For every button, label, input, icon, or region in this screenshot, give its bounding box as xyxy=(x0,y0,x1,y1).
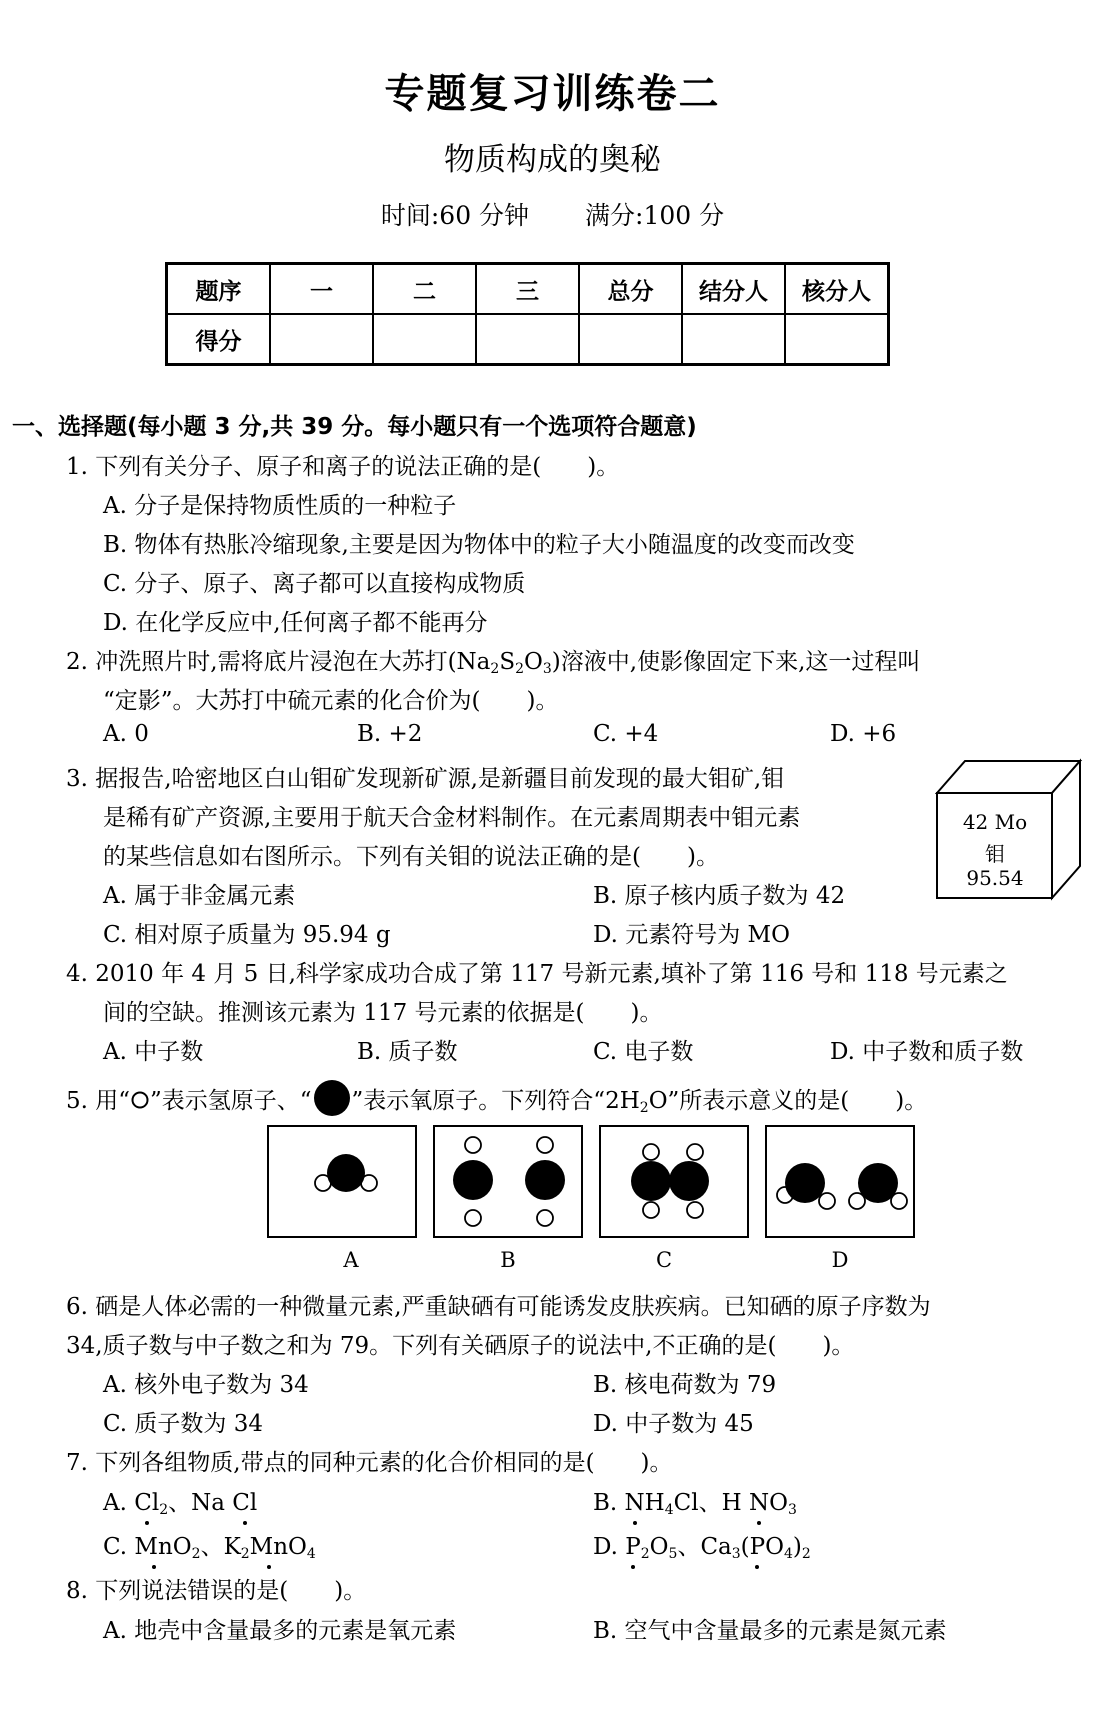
score-table-cell: 二 xyxy=(373,264,476,315)
question-1-stem: 1. 下列有关分子、原子和离子的说法正确的是( )。 xyxy=(66,454,620,480)
dotted-element: P xyxy=(749,1534,766,1560)
question-6-stem-line1: 6. 硒是人体必需的一种微量元素,严重缺硒有可能诱发皮肤疾病。已知硒的原子序数为 xyxy=(66,1294,931,1320)
q5-text: ”表示氢原子、“ xyxy=(150,1088,312,1114)
exam-info xyxy=(0,196,1105,232)
score-entry-cell[interactable] xyxy=(373,314,476,365)
q2-na: Na xyxy=(456,649,491,675)
question-4-option-b: B. 质子数 xyxy=(357,1039,458,1065)
molecule-label-d: D xyxy=(831,1248,849,1272)
question-6-option-d: D. 中子数为 45 xyxy=(593,1411,754,1437)
subscript: 4 xyxy=(306,1546,316,1562)
question-1-option-d: D. 在化学反应中,任何离子都不能再分 xyxy=(103,610,488,636)
question-3-option-a: A. 属于非金属元素 xyxy=(103,883,296,909)
question-2-option-b: B. +2 xyxy=(357,721,423,747)
question-5-stem xyxy=(66,1078,927,1118)
molecule-label-b: B xyxy=(500,1248,516,1272)
option-text: H xyxy=(644,1490,665,1516)
subscript: 2 xyxy=(159,1502,169,1518)
question-2-option-a: A. 0 xyxy=(103,721,149,747)
subscript: 2 xyxy=(801,1546,811,1562)
q5-text: ”表示氧原子。下列符合“2H xyxy=(351,1088,640,1114)
question-2-option-d: D. +6 xyxy=(830,721,897,747)
subscript: 3 xyxy=(787,1502,797,1518)
question-1-option-b: B. 物体有热胀冷缩现象,主要是因为物体中的粒子大小随温度的改变而改变 xyxy=(103,532,855,558)
question-3-option-b: B. 原子核内质子数为 42 xyxy=(593,883,846,909)
option-prefix: A. xyxy=(103,1490,135,1516)
subscript: 3 xyxy=(731,1546,741,1562)
dotted-element: P xyxy=(625,1534,641,1560)
subscript: 4 xyxy=(664,1502,674,1518)
dotted-element: Mn xyxy=(134,1534,173,1560)
question-6-stem-line2: 34,质子数与中子数之和为 79。下列有关硒原子的说法中,不正确的是( )。 xyxy=(66,1333,855,1359)
score-table-cell: 结分人 xyxy=(682,264,785,315)
question-6-option-b: B. 核电荷数为 79 xyxy=(593,1372,777,1398)
section-heading: 一、选择题(每小题 3 分,共 39 分。每小题只有一个选项符合题意) xyxy=(12,414,697,440)
question-2-stem xyxy=(66,643,920,677)
question-4-stem-line1: 4. 2010 年 4 月 5 日,科学家成功合成了第 117 号新元素,填补了第 116 号和 118 号元素之 xyxy=(66,961,1008,987)
option-text: 、K xyxy=(200,1534,241,1560)
score-table-cell: 三 xyxy=(476,264,579,315)
element-mass: 95.54 xyxy=(966,866,1024,890)
question-8-option-a: A. 地壳中含量最多的元素是氧元素 xyxy=(103,1618,457,1644)
question-4-option-a: A. 中子数 xyxy=(103,1039,204,1065)
question-2-option-c: C. +4 xyxy=(593,721,659,747)
q2-text-a: 2. 冲洗照片时,需将底片浸泡在大苏打( xyxy=(66,649,457,675)
page-subtitle: 物质构成的奥秘 xyxy=(444,142,661,178)
dotted-element: N xyxy=(748,1490,770,1516)
subscript: 2 xyxy=(240,1546,250,1562)
q2-s: S xyxy=(499,649,516,675)
score-entry-cell[interactable] xyxy=(682,314,785,365)
option-text: 、Ca xyxy=(677,1534,732,1560)
question-4-option-c: C. 电子数 xyxy=(593,1039,694,1065)
time-limit: 时间:60 分钟 xyxy=(380,201,530,230)
q5-sub: 2 xyxy=(639,1100,649,1116)
option-prefix: C. xyxy=(103,1534,135,1560)
score-table-score-row xyxy=(167,314,889,365)
score-table-cell: 总分 xyxy=(579,264,682,315)
molecule-label-c: C xyxy=(655,1248,673,1272)
oxygen-atom-icon xyxy=(312,1078,352,1118)
dotted-element: Mn xyxy=(249,1534,289,1560)
subscript: 5 xyxy=(668,1546,678,1562)
question-7-stem: 7. 下列各组物质,带点的同种元素的化合价相同的是( )。 xyxy=(66,1450,673,1476)
question-3-stem-line3: 的某些信息如右图所示。下列有关钼的说法正确的是( )。 xyxy=(103,844,719,870)
dotted-element: Cl xyxy=(134,1490,160,1516)
full-score: 满分:100 分 xyxy=(585,201,725,230)
q5-text: O”所表示意义的是( )。 xyxy=(648,1088,928,1114)
question-8-option-b: B. 空气中含量最多的元素是氮元素 xyxy=(593,1618,947,1644)
question-7-option-c xyxy=(103,1528,316,1562)
question-6-option-c: C. 质子数为 34 xyxy=(103,1411,263,1437)
score-table-cell: 得分 xyxy=(167,314,271,365)
score-table-header-row xyxy=(167,264,889,315)
molecule-option-c-diagram xyxy=(599,1125,749,1238)
question-7-option-a xyxy=(103,1484,257,1518)
molecule-label-a: A xyxy=(343,1248,359,1272)
question-6-option-a: A. 核外电子数为 34 xyxy=(103,1372,309,1398)
q2-text-b: )溶液中,使影像固定下来,这一过程叫 xyxy=(551,649,921,675)
score-entry-cell[interactable] xyxy=(476,314,579,365)
question-3-option-c: C. 相对原子质量为 95.94 g xyxy=(103,922,391,948)
option-text: ) xyxy=(792,1534,802,1560)
molecule-option-a-diagram xyxy=(267,1125,417,1238)
option-text: Cl、H xyxy=(673,1490,749,1516)
hydrogen-atom-icon xyxy=(130,1090,150,1110)
question-7-option-d xyxy=(593,1528,811,1562)
q2-sub: 2 xyxy=(515,661,524,677)
question-4-option-d: D. 中子数和质子数 xyxy=(830,1039,1024,1065)
score-table-cell: 一 xyxy=(270,264,373,315)
score-table-cell: 题序 xyxy=(167,264,271,315)
question-2-stem-line2: “定影”。大苏打中硫元素的化合价为( )。 xyxy=(103,688,559,714)
subscript: 2 xyxy=(191,1546,201,1562)
element-name: 钼 xyxy=(985,842,1005,866)
score-entry-cell[interactable] xyxy=(270,314,373,365)
dotted-element: N xyxy=(624,1490,645,1516)
question-4-stem-line2: 间的空缺。推测该元素为 117 号元素的依据是( )。 xyxy=(103,1000,663,1026)
question-3-option-d: D. 元素符号为 MO xyxy=(593,922,790,948)
question-1-option-a: A. 分子是保持物质性质的一种粒子 xyxy=(103,493,457,519)
question-3-stem-line1: 3. 据报告,哈密地区白山钼矿发现新矿源,是新疆目前发现的最大钼矿,钼 xyxy=(66,766,785,792)
element-card-molybdenum xyxy=(935,758,1085,903)
option-text: 、Na xyxy=(168,1490,233,1516)
option-prefix: B. xyxy=(593,1490,625,1516)
subscript: 2 xyxy=(640,1546,650,1562)
q5-text: 5. 用“ xyxy=(66,1088,131,1114)
option-text: O xyxy=(649,1534,669,1560)
option-prefix: D. xyxy=(593,1534,626,1560)
q2-o: O xyxy=(524,649,543,675)
q2-sub: 2 xyxy=(490,661,500,677)
molecule-option-d-diagram xyxy=(765,1125,915,1238)
option-text: ( xyxy=(740,1534,750,1560)
option-text: O xyxy=(288,1534,307,1560)
score-entry-cell[interactable] xyxy=(579,314,682,365)
dotted-element: Cl xyxy=(232,1490,258,1516)
page-title: 专题复习训练卷二 xyxy=(384,71,721,117)
molecule-option-b-diagram xyxy=(433,1125,583,1238)
element-number-symbol: 42 Mo xyxy=(962,810,1028,834)
option-text: O xyxy=(769,1490,788,1516)
question-1-option-c: C. 分子、原子、离子都可以直接构成物质 xyxy=(103,571,526,597)
q2-sub: 3 xyxy=(542,661,552,677)
question-8-stem: 8. 下列说法错误的是( )。 xyxy=(66,1578,367,1604)
score-table-cell: 核分人 xyxy=(785,264,889,315)
subscript: 4 xyxy=(784,1546,793,1562)
question-3-stem-line2: 是稀有矿产资源,主要用于航天合金材料制作。在元素周期表中钼元素 xyxy=(103,805,801,831)
score-table xyxy=(165,262,890,366)
question-7-option-b xyxy=(593,1484,797,1518)
option-text: O xyxy=(172,1534,192,1560)
score-entry-cell[interactable] xyxy=(785,314,889,365)
option-text: O xyxy=(765,1534,784,1560)
